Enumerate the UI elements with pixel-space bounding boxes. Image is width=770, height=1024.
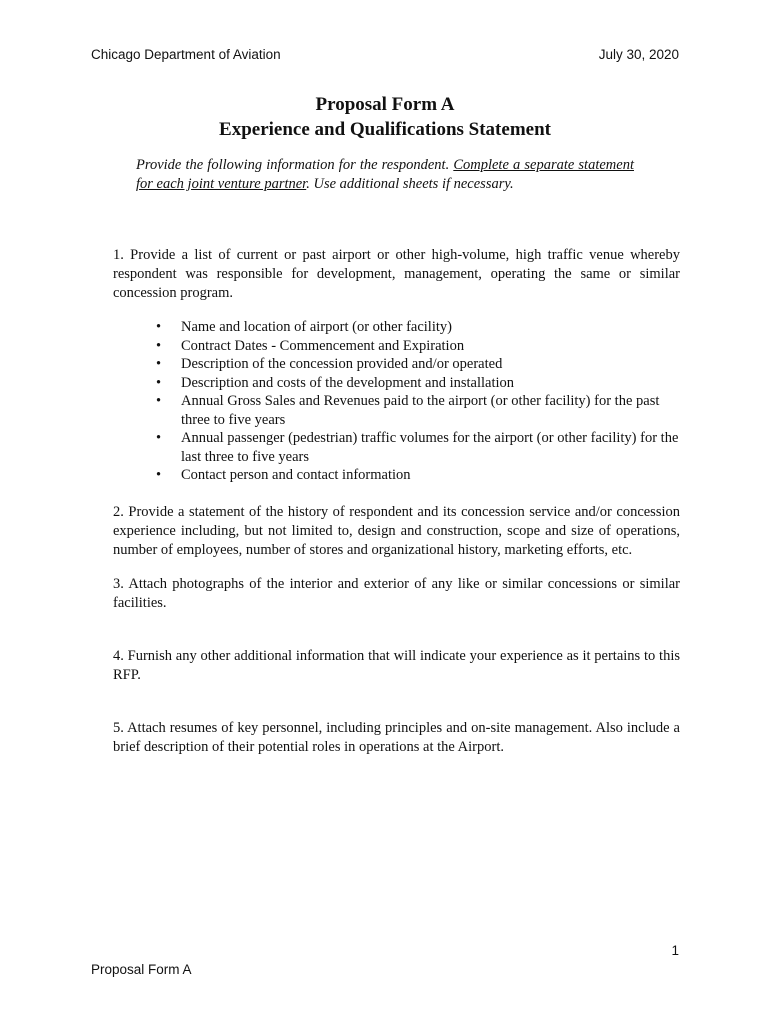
item-1-paragraph: 1. Provide a list of current or past airport or other high-volume, high traffic venue whereby respondent was responsible for development, management, operating the same or similar concession program. <box>113 247 680 301</box>
bullet-text: Annual passenger (pedestrian) traffic volumes for the airport (or other facility) for the last three to five years <box>181 430 679 465</box>
footer-label: Proposal Form A <box>91 962 192 977</box>
bullet-text: Description of the concession provided and/or operated <box>181 356 503 372</box>
bullet-item <box>156 466 680 485</box>
intro-text-2: . Use additional sheets if necessary. <box>306 176 514 192</box>
intro-underlined-text: Complete a separate statement for each joint venture partner <box>136 157 634 192</box>
item-1-bullet-list <box>156 318 680 485</box>
item-3-paragraph: 3. Attach photographs of the interior and exterior of any like or similar concessions or similar facilities. <box>113 576 680 611</box>
form-title: Proposal Form A <box>315 94 455 115</box>
bullet-item <box>156 392 680 429</box>
header-department: Chicago Department of Aviation <box>91 47 281 62</box>
bullet-text: Contact person and contact information <box>181 467 411 483</box>
bullet-item <box>156 374 680 393</box>
bullet-icon: • <box>156 356 162 372</box>
bullet-icon: • <box>156 467 162 483</box>
bullet-item <box>156 355 680 374</box>
bullet-icon: • <box>156 374 162 391</box>
item-4-paragraph: 4. Furnish any other additional information that will indicate your experience as it pertains to this RFP. <box>113 648 680 683</box>
header-date: July 30, 2020 <box>598 47 679 62</box>
bullet-text: Name and location of airport (or other facility) <box>181 319 452 335</box>
bullet-text: Description and costs of the development and installation <box>181 374 515 391</box>
item-2-paragraph: 2. Provide a statement of the history of respondent and its concession service and/or concession experience including, but not limited to, design and construction, scope and size of operations, number of employees, number of stores and organizational history, marketing efforts, etc. <box>113 504 680 558</box>
bullet-icon: • <box>156 393 162 409</box>
bullet-item <box>156 337 680 356</box>
bullet-item <box>156 429 680 466</box>
bullet-text: Contract Dates - Commencement and Expiration <box>181 337 465 354</box>
page-number: 1 <box>671 943 679 958</box>
intro-instructions <box>136 156 634 194</box>
bullet-text: Annual Gross Sales and Revenues paid to the airport (or other facility) for the past three to five years <box>181 393 660 428</box>
bullet-icon: • <box>156 430 162 446</box>
form-subtitle: Experience and Qualifications Statement <box>219 119 551 140</box>
bullet-icon: • <box>156 337 162 354</box>
item-5-paragraph: 5. Attach resumes of key personnel, including principles and on-site management. Also include a brief description of their potential roles in operations at the Airport. <box>113 720 680 755</box>
bullet-icon: • <box>156 319 162 335</box>
bullet-item <box>156 318 680 337</box>
intro-text-1: Provide the following information for the respondent. <box>136 157 454 173</box>
